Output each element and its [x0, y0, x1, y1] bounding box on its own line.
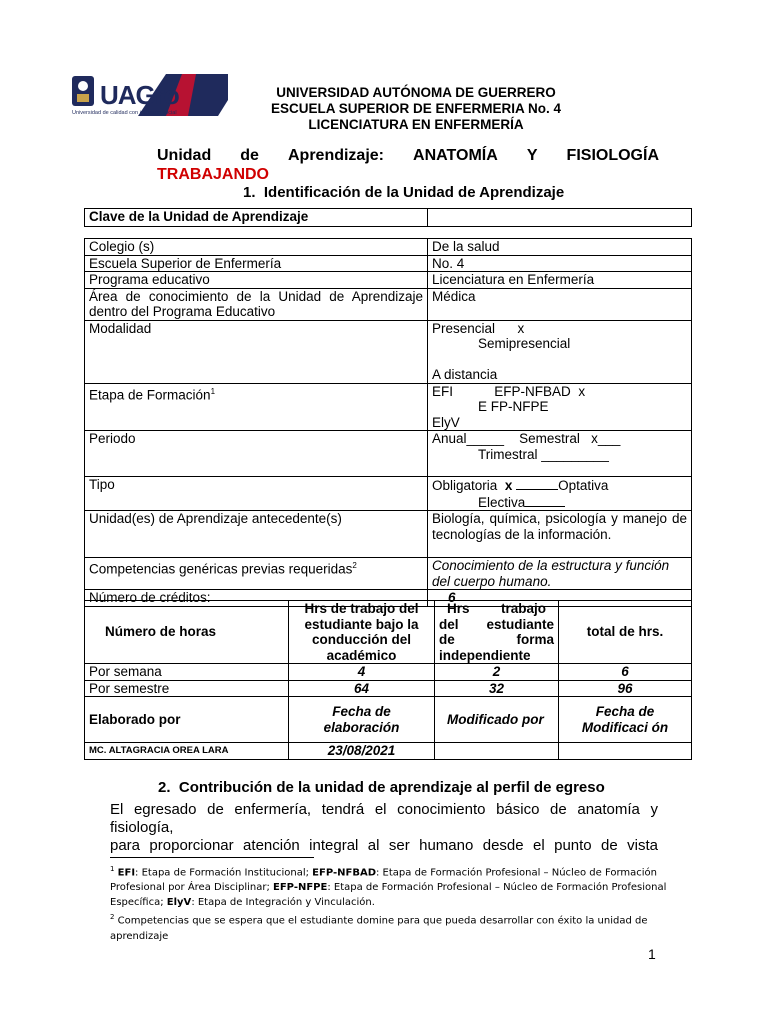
horas-col3: total de hrs.	[559, 601, 692, 664]
paragraph-line: El egresado de enfermería, tendrá el conocimiento básico de anatomía y fisiología,	[110, 801, 658, 836]
unit-word: FISIOLOGÍA	[566, 147, 659, 164]
unit-word: de	[240, 147, 259, 164]
modificado-value	[435, 743, 559, 760]
section2-number: 2.	[158, 779, 171, 796]
creditos-label: Número de créditos:	[85, 590, 428, 607]
programa-value: Licenciatura en Enfermería	[428, 272, 692, 289]
header-school: ESCUELA SUPERIOR DE ENFERMERIA No. 4	[270, 101, 562, 116]
periodo-label: Periodo	[85, 431, 428, 477]
tipo-label: Tipo	[85, 477, 428, 511]
horas-label: Número de horas	[85, 601, 289, 664]
modalidad-label: Modalidad	[85, 320, 428, 383]
modalidad-presencial: Presencial	[432, 320, 496, 336]
semestre-v2: 32	[435, 680, 559, 697]
paragraph-line: para proporcionar atención integral al ser humano desde el punto de vista	[110, 837, 658, 854]
colegio-label: Colegio (s)	[85, 239, 428, 256]
semestre-v1: 64	[289, 680, 435, 697]
etapa-value: EFI EFP-NFBAD x E FP-NFPE ElyV	[428, 383, 692, 431]
section1-number: 1.	[243, 184, 256, 201]
clave-value	[428, 209, 692, 227]
area-value: Médica	[428, 288, 692, 320]
colegio-value: De la salud	[428, 239, 692, 256]
modalidad-semipresencial: Semipresencial	[478, 336, 571, 351]
semestre-v3: 96	[559, 680, 692, 697]
modalidad-value	[428, 320, 692, 383]
horas-col2: Hrs trabajo del estudiante de forma independiente	[435, 601, 559, 664]
creditos-value: 6	[428, 590, 692, 607]
clave-table	[84, 208, 692, 227]
periodo-value: Anual_____ Semestral x___ Trimestral _________	[428, 431, 692, 477]
footnote-divider	[110, 857, 314, 858]
escuela-value: No. 4	[428, 255, 692, 272]
footnote-2: $^2$ Competencias que se espera que el estudiante domine para que pueda desarrollar con éxito la unidad de aprendizaje	[110, 913, 648, 942]
fecha: 23/08/2021	[289, 743, 435, 760]
info-table	[84, 238, 692, 607]
fecha-mod-label: Fecha de Modificaci ón	[559, 697, 692, 743]
fecha-elab-label: Fecha de elaboración	[289, 697, 435, 743]
logo-tagline: Universidad de calidad con inclusión social	[72, 110, 177, 116]
clave-label: Clave de la Unidad de Aprendizaje	[85, 209, 428, 227]
competencias-value: Conocimiento de la estructura y función del cuerpo humano.	[428, 558, 692, 590]
unit-word: Unidad	[157, 147, 212, 164]
header-university: UNIVERSIDAD AUTÓNOMA DE GUERRERO	[276, 85, 556, 100]
header-program: LICENCIATURA EN ENFERMERÍA	[308, 117, 524, 132]
footnotes	[110, 862, 670, 944]
tipo-value: Obligatoria x Optativa Electiva	[428, 477, 692, 511]
unit-status: TRABAJANDO	[157, 166, 269, 183]
section2-title: Contribución de la unidad de aprendizaje al perfil de egreso	[178, 779, 605, 796]
profile-paragraph	[110, 801, 658, 855]
footnote-1: $^1$ EFI: Etapa de Formación Institucional; EFP-NFBAD: Etapa de Formación Profesional – Núcleo de Formación Profesional por Área Disciplinar; EFP-NFPE: Etapa de Formación Profesional – Núcleo de Formación Profesional Específica; ElyV: Etapa de Integración y Vinculación.	[110, 865, 667, 909]
semestre-label: Por semestre	[85, 680, 289, 697]
section1-heading	[243, 184, 564, 201]
antecedentes-value: Biología, química, psicología y manejo de tecnologías de la información.	[428, 511, 692, 558]
semana-v2: 2	[435, 664, 559, 681]
semana-v1: 4	[289, 664, 435, 681]
unit-word: Aprendizaje:	[287, 147, 384, 164]
section1-title: Identificación de la Unidad de Aprendizaje	[263, 184, 565, 201]
unit-title	[157, 146, 659, 184]
fecha-mod-value	[559, 743, 692, 760]
semana-v3: 6	[559, 664, 692, 681]
elaborado-label: Elaborado por	[85, 697, 289, 743]
modalidad-mark: x	[517, 320, 525, 336]
unit-word: Y	[526, 147, 538, 164]
semana-label: Por semana	[85, 664, 289, 681]
crest-icon	[72, 76, 94, 106]
etapa-label: Etapa de Formación$^1$	[85, 383, 428, 431]
antecedentes-label: Unidad(es) de Aprendizaje antecedente(s)	[85, 511, 428, 558]
modalidad-distancia: A distancia	[432, 367, 498, 382]
unit-word: ANATOMÍA	[413, 147, 498, 164]
hours-table	[84, 600, 692, 760]
programa-label: Programa educativo	[85, 272, 428, 289]
escuela-label: Escuela Superior de Enfermería	[85, 255, 428, 272]
logo-text: UAGro	[100, 80, 179, 110]
page-number: 1	[648, 946, 656, 962]
modificado-label: Modificado por	[435, 697, 559, 743]
horas-col1: Hrs de trabajo del estudiante bajo la conducción del académico	[289, 601, 435, 664]
section2-heading	[158, 779, 605, 796]
area-label: Área de conocimiento de la Unidad de Aprendizaje dentro del Programa Educativo	[85, 288, 428, 320]
autor: MC. ALTAGRACIA OREA LARA	[85, 743, 289, 760]
competencias-label: Competencias genéricas previas requeridas$^2$	[85, 558, 428, 590]
